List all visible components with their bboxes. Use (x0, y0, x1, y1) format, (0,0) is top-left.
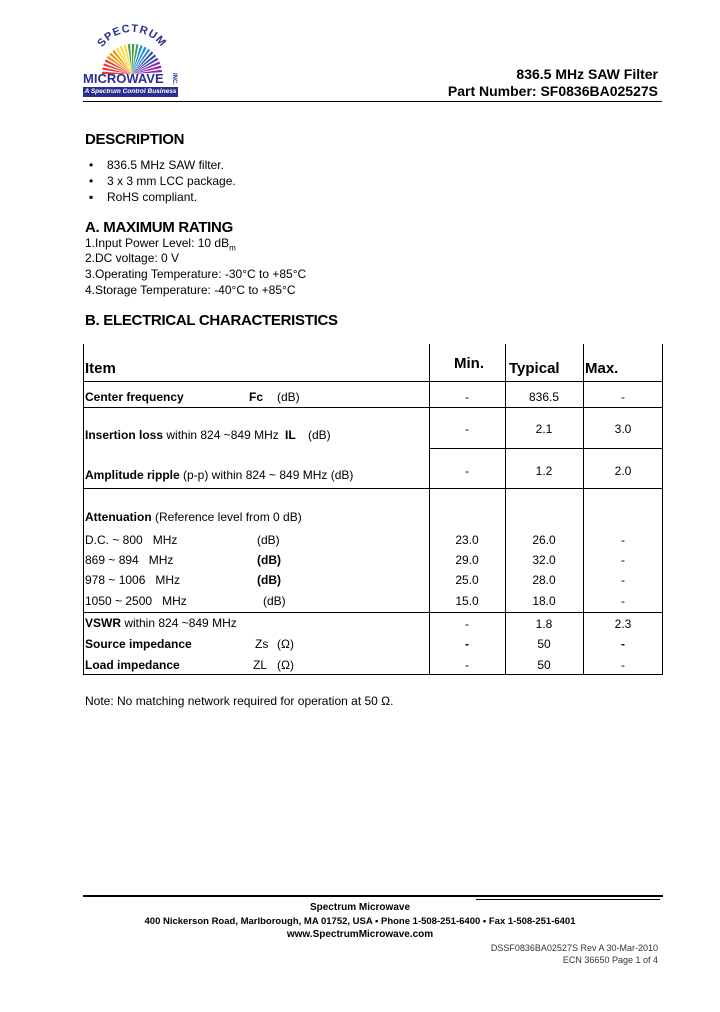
ripple-typ: 1.2 (535, 464, 553, 478)
electrical-heading: B. ELECTRICAL CHARACTERISTICS (85, 312, 338, 329)
attenuation-typ: 28.0 (532, 573, 556, 587)
row-amplitude-ripple: Amplitude ripple (p-p) within 824 ~ 849 MHz (dB) (85, 468, 354, 482)
matching-note: Note: No matching network required for operation at 50 Ω. (85, 694, 394, 708)
document-title: 836.5 MHz SAW Filter (516, 66, 658, 82)
attenuation-max: - (621, 573, 625, 587)
row-load-impedance: Load impedance ZL (Ω) (85, 658, 294, 672)
attenuation-min: 25.0 (455, 573, 479, 587)
rating-dc-voltage: 2.DC voltage: 0 V (85, 251, 180, 265)
description-heading: DESCRIPTION (85, 131, 185, 148)
load-max: - (621, 658, 625, 672)
row-attenuation: Attenuation (Reference level from 0 dB) (85, 510, 302, 524)
attenuation-unit: (dB) (257, 573, 281, 587)
svg-text:SPECTRUM (95, 23, 168, 50)
rating-operating-temp: 3.Operating Temperature: -30°C to +85°C (85, 267, 307, 281)
attenuation-unit: (dB) (257, 553, 281, 567)
vswr-typ: 1.8 (535, 617, 553, 631)
rating-input-power: 1.Input Power Level: 10 $dB_m$ (85, 236, 236, 253)
attenuation-min: 29.0 (455, 553, 479, 567)
source-max: - (621, 637, 625, 651)
column-header-min: Min. (454, 355, 484, 372)
center-typ: 836.5 (528, 390, 560, 404)
attenuation-max: - (621, 553, 625, 567)
attenuation-min: 15.0 (455, 594, 479, 608)
rating-storage-temp: 4.Storage Temperature: -40°C to +85°C (85, 283, 296, 297)
insertion-typ: 2.1 (535, 422, 553, 436)
part-number: Part Number: SF0836BA02527S (447, 83, 658, 99)
center-min: - (465, 390, 469, 404)
load-typ: 50 (537, 658, 551, 672)
max-rating-heading: A. MAXIMUM RATING (85, 219, 233, 236)
attenuation-range: 1050 ~ 2500 MHz (85, 594, 187, 608)
row-insertion-loss: Insertion loss within 824 ~849 MHz IL (dB) (85, 428, 331, 442)
logo-arc-text: SPECTRUM (95, 22, 169, 50)
source-min: - (465, 637, 469, 651)
logo-tagline: A Spectrum Control Business (84, 88, 177, 95)
footer-divider (83, 895, 663, 897)
footer-company: Spectrum Microwave (309, 902, 411, 913)
row-source-impedance: Source impedance Zs (Ω) (85, 637, 294, 651)
footer-address: 400 Nickerson Road, Marlborough, MA 01752, USA • Phone 1-508-251-6400 • Fax 1-508-251-6401 (144, 916, 576, 927)
vswr-max: 2.3 (614, 617, 632, 631)
ripple-max: 2.0 (614, 464, 632, 478)
footer-ecn-page: ECN 36650 Page 1 of 4 (562, 955, 658, 965)
column-header-max: Max. (585, 360, 619, 377)
ripple-min: - (465, 464, 469, 478)
column-header-item: Item (85, 360, 116, 377)
attenuation-typ: 32.0 (532, 553, 556, 567)
row-vswr: VSWR within 824 ~849 MHz (85, 616, 237, 630)
attenuation-min: 23.0 (455, 533, 479, 547)
electrical-characteristics-table (83, 344, 663, 675)
attenuation-unit: (dB) (257, 533, 280, 547)
row-center-frequency: Center frequency Fc (dB) (85, 390, 300, 404)
logo-wordmark: MICROWAVE (83, 71, 164, 86)
source-typ: 50 (537, 637, 551, 651)
center-max: - (621, 390, 625, 404)
attenuation-unit: (dB) (263, 594, 286, 608)
insertion-max: 3.0 (614, 422, 632, 436)
insertion-min: - (465, 422, 469, 436)
attenuation-typ: 18.0 (532, 594, 556, 608)
logo-ray (132, 44, 134, 74)
logo-rainbow-icon (102, 44, 162, 74)
description-bullet: • 3 x 3 mm LCC package. (89, 174, 236, 188)
footer-divider-secondary (476, 899, 660, 900)
attenuation-range: 978 ~ 1006 MHz (85, 573, 181, 587)
attenuation-typ: 26.0 (532, 533, 556, 547)
logo-inc: INC. (171, 73, 177, 85)
description-bullet: • 836.5 MHz SAW filter. (89, 158, 224, 172)
attenuation-max: - (621, 533, 625, 547)
column-header-typical: Typical (509, 360, 560, 377)
description-bullet: ▪ RoHS compliant. (89, 190, 198, 204)
vswr-min: - (465, 617, 469, 631)
load-min: - (465, 658, 469, 672)
footer-website[interactable]: www.SpectrumMicrowave.com (286, 929, 434, 940)
attenuation-range: D.C. ~ 800 MHz (85, 533, 178, 547)
attenuation-range: 869 ~ 894 MHz (85, 553, 174, 567)
attenuation-max: - (621, 594, 625, 608)
header-divider (83, 101, 662, 102)
footer-doc-revision: DSSF0836BA02527S Rev A 30-Mar-2010 (490, 943, 658, 953)
